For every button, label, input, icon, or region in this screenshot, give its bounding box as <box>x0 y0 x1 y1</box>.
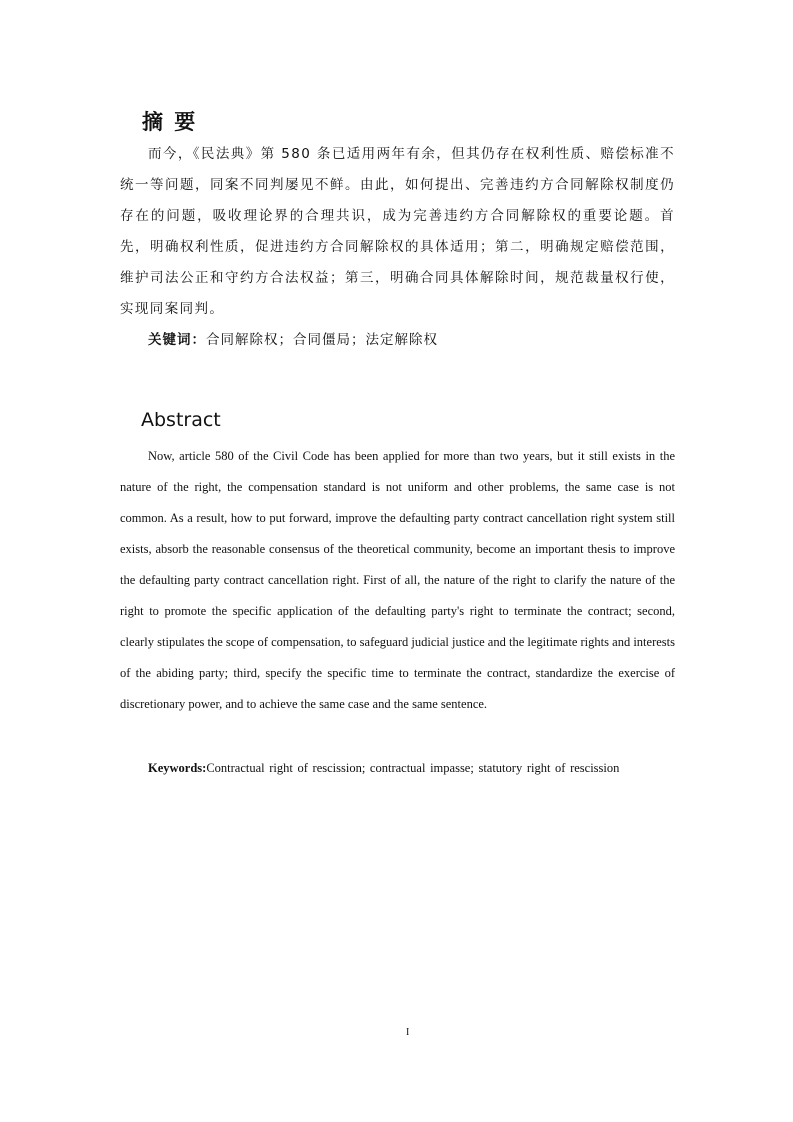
english-keywords <box>148 756 619 780</box>
english-keywords-label: Keywords: <box>148 761 207 775</box>
page-number: I <box>406 1027 410 1038</box>
chinese-keywords <box>148 328 438 352</box>
english-abstract-body: Now, article 580 of the Civil Code has been applied for more than two years, but it still exists in the nature of the right, the compensation standard is not uniform and other problems, the same case is not common. As a result, how to put forward, improve the defaulting party contract cancellation right system still exists, absorb the reasonable consensus of the theoretical community, become an important thesis to improve the defaulting party contract cancellation right. First of all, the nature of the right to clarify the nature of the right to promote the specific application of the defaulting party's right to terminate the contract; second, clearly stipulates the scope of compensation, to safeguard judicial justice and the legitimate rights and interests of the abiding party; third, specify the specific time to terminate the contract, standardize the exercise of discretionary power, and to achieve the same case and the same sentence. <box>120 449 675 711</box>
chinese-abstract-heading: 摘 要 <box>142 110 198 134</box>
chinese-keywords-label: 关键词： <box>148 332 206 348</box>
chinese-abstract-body: 而今，《民法典》第 580 条已适用两年有余，但其仍存在权利性质、赔偿标准不统一等问题，同案不同判屡见不鲜。由此，如何提出、完善违约方合同解除权制度仍存在的问题，吸收理论界的合理共识，成为完善违约方合同解除权的重要论题。首先，明确权利性质，促进违约方合同解除权的具体适用；第二，明确规定赔偿范围，维护司法公正和守约方合法权益；第三，明确合同具体解除时间，规范裁量权行使，实现同案同判。 <box>120 146 675 317</box>
english-abstract-heading: Abstract <box>141 409 221 431</box>
english-keywords-text: Contractual right of rescission; contractual impasse; statutory right of rescission <box>206 761 620 775</box>
chinese-keywords-text: 合同解除权；合同僵局；法定解除权 <box>206 332 438 348</box>
